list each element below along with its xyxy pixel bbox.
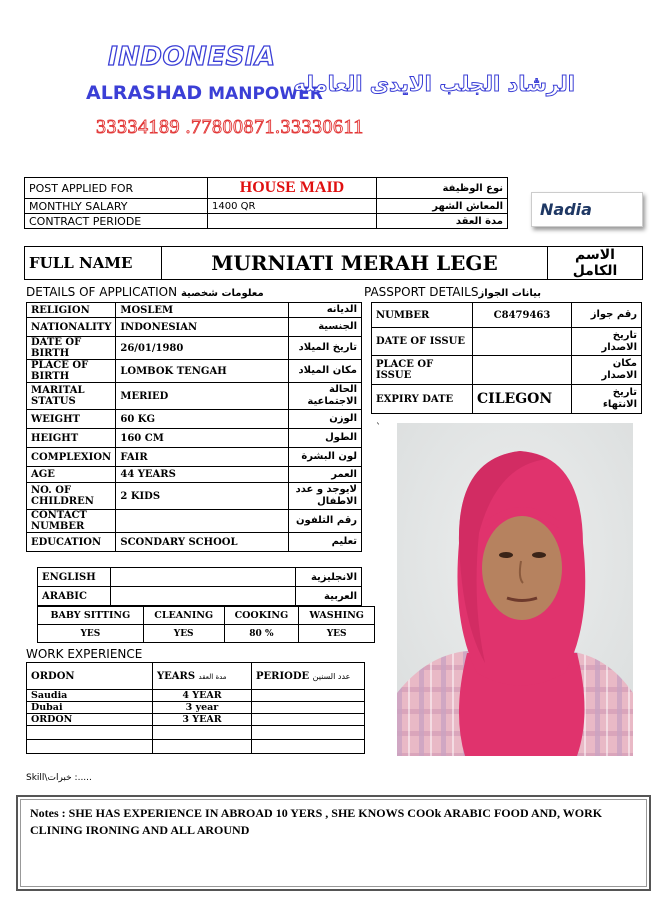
full-name-label-ar: الاسم الكامل bbox=[548, 247, 643, 280]
skills-value-row bbox=[38, 625, 375, 643]
work-row bbox=[27, 740, 365, 754]
contract-label-ar: مدة العقد bbox=[377, 214, 508, 229]
details-row-label-ar: العمر bbox=[289, 467, 362, 483]
details-row bbox=[27, 383, 362, 410]
details-title bbox=[26, 285, 264, 299]
passport-row-value bbox=[473, 328, 572, 356]
notes-label: Notes bbox=[30, 806, 59, 820]
details-row-label: NO. OF CHILDREN bbox=[27, 483, 116, 510]
applicant-photo bbox=[397, 423, 633, 756]
agent-tag bbox=[531, 192, 643, 227]
details-row-value: INDONESIAN bbox=[116, 318, 289, 337]
passport-row bbox=[372, 303, 642, 328]
details-row-label-ar: الوزن bbox=[289, 410, 362, 429]
details-row bbox=[27, 429, 362, 448]
work-row-years: 4 YEAR bbox=[153, 690, 252, 702]
skill-header: CLEANING bbox=[143, 607, 224, 625]
language-value bbox=[111, 568, 296, 587]
applicant-photo-graphic bbox=[397, 423, 633, 756]
details-row-value: MOSLEM bbox=[116, 303, 289, 318]
post-label-ar: نوع الوظيفة bbox=[377, 178, 508, 199]
work-row bbox=[27, 714, 365, 726]
details-row-label-ar: لايوجد و عدد الاطفال bbox=[289, 483, 362, 510]
work-col-period bbox=[252, 663, 365, 690]
passport-title-text: PASSPORT DETAILS bbox=[364, 285, 479, 299]
details-row bbox=[27, 533, 362, 552]
details-row-value: LOMBOK TENGAH bbox=[116, 360, 289, 383]
details-row bbox=[27, 467, 362, 483]
passport-row-label: NUMBER bbox=[372, 303, 473, 328]
agency-name-rest: MANPOWER bbox=[202, 84, 323, 104]
language-label: ARABIC bbox=[38, 587, 111, 606]
details-row bbox=[27, 303, 362, 318]
skill-value: 80 % bbox=[224, 625, 299, 643]
details-row-value: SCONDARY SCHOOL bbox=[116, 533, 289, 552]
details-row-value: 26/01/1980 bbox=[116, 337, 289, 360]
details-row bbox=[27, 510, 362, 533]
skill-value: YES bbox=[38, 625, 144, 643]
language-row bbox=[38, 568, 362, 587]
language-label-ar: الانجليزية bbox=[296, 568, 362, 587]
details-row bbox=[27, 318, 362, 337]
work-row-period bbox=[252, 726, 365, 740]
passport-row-value: C8479463 bbox=[473, 303, 572, 328]
skill-header: COOKING bbox=[224, 607, 299, 625]
work-row bbox=[27, 690, 365, 702]
job-table bbox=[24, 177, 508, 229]
passport-row-label-ar: تاريخ الاصدار bbox=[572, 328, 642, 356]
notes-text bbox=[18, 797, 649, 839]
details-row-value: 160 CM bbox=[116, 429, 289, 448]
passport-row-label: PLACE OF ISSUE bbox=[372, 356, 473, 385]
work-col-years-ar: مدة العقد bbox=[198, 672, 227, 681]
work-row bbox=[27, 702, 365, 714]
details-row-label-ar: لون البشرة bbox=[289, 448, 362, 467]
passport-row-label-ar: مكان الاصدار bbox=[572, 356, 642, 385]
skill-note: Skill\خبرات :..... bbox=[26, 773, 92, 783]
details-row-label-ar: تاريخ الميلاد bbox=[289, 337, 362, 360]
details-row-value: 2 KIDS bbox=[116, 483, 289, 510]
notes-body: : SHE HAS EXPERIENCE IN ABROAD 10 YERS , SHE KNOWS COOk ARABIC FOOD AND, WORK CLINING IRONING AND ALL AROUND bbox=[30, 806, 603, 837]
work-row-years: 3 YEAR bbox=[153, 714, 252, 726]
skill-header: WASHING bbox=[299, 607, 375, 625]
tick-mark: ` bbox=[376, 423, 381, 434]
agency-name-bold: ALRASHAD bbox=[86, 82, 203, 104]
details-row-label: NATIONALITY bbox=[27, 318, 116, 337]
skills-header-row bbox=[38, 607, 375, 625]
agent-tag-label: Nadia bbox=[540, 200, 592, 219]
skill-value: YES bbox=[143, 625, 224, 643]
details-row-label: DATE OF BIRTH bbox=[27, 337, 116, 360]
passport-title bbox=[364, 285, 541, 299]
work-col-years bbox=[153, 663, 252, 690]
phone-numbers: 33334189 .77800871.33330611 bbox=[96, 116, 364, 138]
skills-table bbox=[37, 606, 375, 643]
work-row-period bbox=[252, 740, 365, 754]
work-row bbox=[27, 726, 365, 740]
work-row-country bbox=[27, 726, 153, 740]
details-row-label-ar: الطول bbox=[289, 429, 362, 448]
passport-row bbox=[372, 328, 642, 356]
details-row-value bbox=[116, 510, 289, 533]
passport-row-value: CILEGON bbox=[473, 385, 572, 414]
post-label: POST APPLIED FOR bbox=[25, 178, 208, 199]
work-row-country: Dubai bbox=[27, 702, 153, 714]
details-row-label-ar: مكان الميلاد bbox=[289, 360, 362, 383]
details-row bbox=[27, 410, 362, 429]
details-row-label: HEIGHT bbox=[27, 429, 116, 448]
skill-header: BABY SITTING bbox=[38, 607, 144, 625]
passport-row-label-ar: رقم جواز bbox=[572, 303, 642, 328]
details-row-value: FAIR bbox=[116, 448, 289, 467]
details-row-label: WEIGHT bbox=[27, 410, 116, 429]
details-row-label-ar: رقم التلفون bbox=[289, 510, 362, 533]
salary-label: MONTHLY SALARY bbox=[25, 199, 208, 214]
details-row-value: 60 KG bbox=[116, 410, 289, 429]
details-row-label: MARITAL STATUS bbox=[27, 383, 116, 410]
work-col-period-ar: عدد السنين bbox=[312, 671, 351, 681]
language-label: ENGLISH bbox=[38, 568, 111, 587]
details-row bbox=[27, 448, 362, 467]
skill-value: YES bbox=[299, 625, 375, 643]
details-row-label: CONTACT NUMBER bbox=[27, 510, 116, 533]
work-col-period-text: PERIODE bbox=[256, 670, 310, 682]
work-row-years bbox=[153, 726, 252, 740]
work-col-years-text: YEARS bbox=[157, 670, 196, 682]
passport-row-label-ar: تاريخ الانتهاء bbox=[572, 385, 642, 414]
language-row bbox=[38, 587, 362, 606]
details-title-ar: معلومات شخصية bbox=[180, 288, 264, 299]
details-row-label-ar: الحالة الاجتماعية bbox=[289, 383, 362, 410]
language-value bbox=[111, 587, 296, 606]
details-table bbox=[26, 302, 362, 552]
contract-value bbox=[208, 214, 377, 229]
full-name-table bbox=[24, 246, 643, 280]
salary-value: 1400 QR bbox=[208, 199, 377, 214]
work-row-country bbox=[27, 740, 153, 754]
full-name-value: MURNIATI MERAH LEGE bbox=[162, 247, 548, 280]
details-row bbox=[27, 360, 362, 383]
passport-row bbox=[372, 356, 642, 385]
work-row-period bbox=[252, 702, 365, 714]
work-row-years: 3 year bbox=[153, 702, 252, 714]
salary-label-ar: المعاش الشهر bbox=[377, 199, 508, 214]
languages-table bbox=[37, 567, 362, 606]
details-row-label: RELIGION bbox=[27, 303, 116, 318]
work-row-years bbox=[153, 740, 252, 754]
full-name-label: FULL NAME bbox=[25, 247, 162, 280]
details-row-value: MERIED bbox=[116, 383, 289, 410]
work-title: WORK EXPERIENCE bbox=[26, 647, 143, 661]
post-value: HOUSE MAID bbox=[208, 178, 377, 199]
details-row-label: COMPLEXION bbox=[27, 448, 116, 467]
contract-label: CONTRACT PERIODE bbox=[25, 214, 208, 229]
passport-row-value bbox=[473, 356, 572, 385]
details-row bbox=[27, 337, 362, 360]
details-row-label: PLACE OF BIRTH bbox=[27, 360, 116, 383]
passport-row bbox=[372, 385, 642, 414]
language-label-ar: العربية bbox=[296, 587, 362, 606]
passport-title-ar: بيانات الجواز bbox=[478, 288, 541, 299]
details-row-label-ar: الجنسية bbox=[289, 318, 362, 337]
details-row-value: 44 YEARS bbox=[116, 467, 289, 483]
agency-name bbox=[86, 82, 323, 104]
work-row-period bbox=[252, 714, 365, 726]
passport-row-label: EXPIRY DATE bbox=[372, 385, 473, 414]
work-table bbox=[26, 662, 365, 754]
country-heading: INDONESIA bbox=[108, 42, 276, 72]
work-col-country: ORDON bbox=[27, 663, 153, 690]
work-row-country: Saudia bbox=[27, 690, 153, 702]
details-row-label: EDUCATION bbox=[27, 533, 116, 552]
details-title-text: DETAILS OF APPLICATION bbox=[26, 285, 178, 299]
details-row-label: AGE bbox=[27, 467, 116, 483]
details-row-label-ar: تعليم bbox=[289, 533, 362, 552]
details-row-label-ar: الديانه bbox=[289, 303, 362, 318]
work-row-period bbox=[252, 690, 365, 702]
details-row bbox=[27, 483, 362, 510]
passport-table bbox=[371, 302, 642, 414]
agency-arabic-name: الرشاد الجلب الايدى العامله bbox=[293, 72, 575, 96]
passport-row-label: DATE OF ISSUE bbox=[372, 328, 473, 356]
work-row-country: ORDON bbox=[27, 714, 153, 726]
notes-box bbox=[16, 795, 651, 891]
